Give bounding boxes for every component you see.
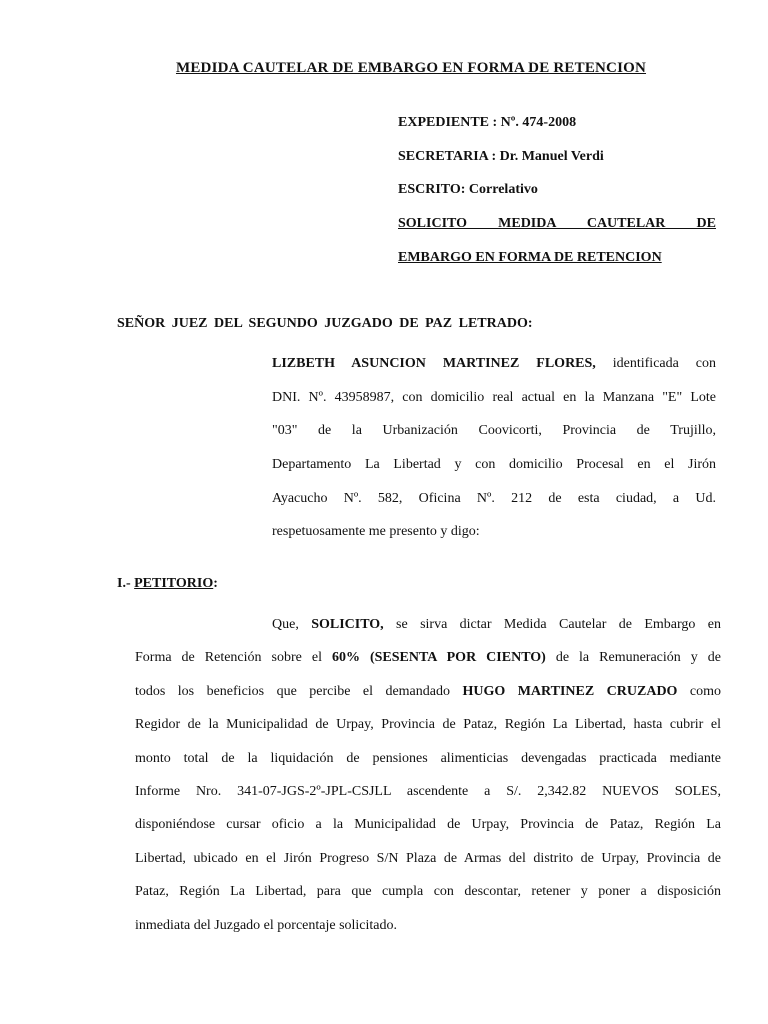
petitioner-name: LIZBETH ASUNCION MARTINEZ FLORES, xyxy=(272,356,596,371)
petitorio-line-2: Forma de Retención sobre el 60% (SESENTA POR CIENTO) de la Remuneración y de xyxy=(135,650,722,666)
document-title: MEDIDA CAUTELAR DE EMBARGO EN FORMA DE RETENCION xyxy=(175,60,647,76)
petitorio-paragraph xyxy=(135,608,721,942)
solicito-line-2: EMBARGO EN FORMA DE RETENCION xyxy=(398,250,662,265)
expediente-line: EXPEDIENTE : Nº. 474-2008 xyxy=(398,115,577,130)
section-title: PETITORIO xyxy=(134,576,214,591)
petitorio-line-1: Que, SOLICITO, se sirva dictar Medida Cautelar de Embargo en xyxy=(272,617,721,632)
salutation: SEÑOR JUEZ DEL SEGUNDO JUZGADO DE PAZ LETRADO: xyxy=(117,316,533,331)
intro-line-1: LIZBETH ASUNCION MARTINEZ FLORES, identificada con xyxy=(272,356,716,371)
intro-paragraph xyxy=(272,347,716,549)
petitorio-line-4: Regidor de la Municipalidad de Urpay, Provincia de Pataz, Región La Libertad, hasta cubrir el xyxy=(135,717,721,733)
secretaria-line: SECRETARIA : Dr. Manuel Verdi xyxy=(398,149,604,164)
petitorio-line-5: monto total de la liquidación de pensiones alimenticias devengadas practicada mediante xyxy=(135,750,721,766)
petitorio-line-6: Informe Nro. 341-07-JGS-2º-JPL-CSJLL ascendente a S/. 2,342.82 NUEVOS SOLES, xyxy=(135,783,721,799)
intro-line-5: Ayacucho Nº. 582, Oficina Nº. 212 de esta ciudad, a Ud. xyxy=(272,490,716,506)
solicito-line-1: SOLICITO MEDIDA CAUTELAR DE xyxy=(398,216,716,231)
intro-line-4: Departamento La Libertad y con domicilio Procesal en el Jirón xyxy=(272,457,716,473)
escrito-line: ESCRITO: Correlativo xyxy=(398,182,538,197)
petitorio-line-8: Libertad, ubicado en el Jirón Progreso S/N Plaza de Armas del distrito de Urpay, Provincia de xyxy=(135,850,721,866)
petitorio-line-9: Pataz, Región La Libertad, para que cumpla con descontar, retener y poner a disposición xyxy=(135,884,721,900)
petitorio-line-3: todos los beneficios que percibe el demandado HUGO MARTINEZ CRUZADO como xyxy=(135,683,722,699)
petitorio-line-7: disponiéndose cursar oficio a la Municipalidad de Urpay, Provincia de Pataz, Región La xyxy=(135,817,721,833)
intro-line-3: "03" de la Urbanización Coovicorti, Provincia de Trujillo, xyxy=(272,423,716,439)
petitorio-line-10: inmediata del Juzgado el porcentaje solicitado. xyxy=(135,917,398,933)
section-heading-petitorio: I.- PETITORIO: xyxy=(117,576,218,591)
intro-line-6: respetuosamente me presento y digo: xyxy=(272,524,480,540)
intro-line-2: DNI. Nº. 43958987, con domicilio real actual en la Manzana "E" Lote xyxy=(272,389,716,405)
